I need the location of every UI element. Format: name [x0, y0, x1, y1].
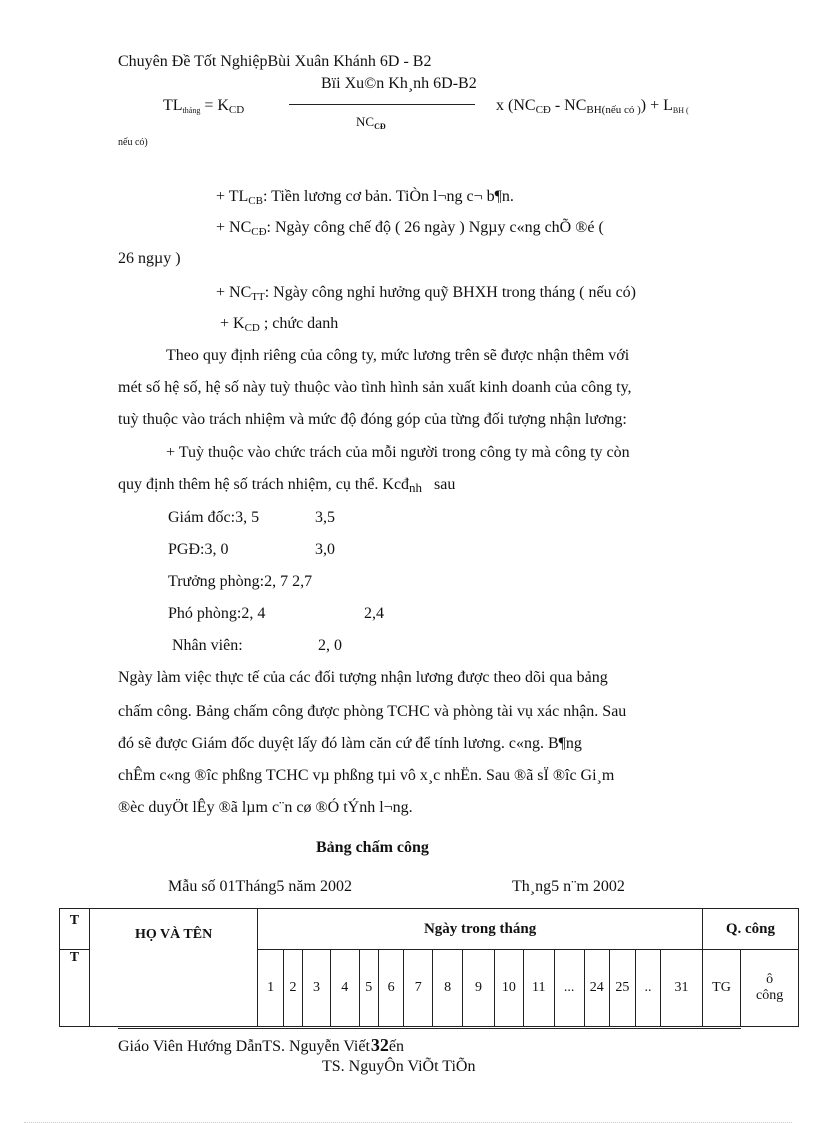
day-cell: 9	[462, 950, 494, 1027]
footer-rule	[118, 1028, 741, 1029]
col-name: HỌ VÀ TÊN	[89, 909, 257, 1027]
para3-line-5: ®èc duyÖt lÊy ®ã lµm c¨n cø ®Ó tÝnh l¬ng.	[118, 799, 413, 816]
footer-line-1: Giáo Viên Hướng DẫnTS. Nguyễn Viết 32ến	[118, 1035, 405, 1055]
para3-line-3: đó sẽ được Giám đốc duyệt lấy đó làm căn cứ để tính lương. c«ng. B¶ng	[118, 735, 582, 752]
table-header-row-1	[60, 909, 799, 950]
day-cell: 2	[283, 950, 302, 1027]
def-k-cd: + $K_{CD}$ ; chức danh	[220, 315, 339, 334]
coef-value-deputy: 3,0	[315, 541, 335, 558]
coef-role-deputy: PGĐ:3, 0	[168, 541, 229, 558]
o-cong-line-2: công	[755, 988, 784, 1003]
header-line-1: Chuyên Đề Tốt NghiệpBùi Xuân Khánh 6D - B2	[118, 53, 432, 70]
col-tt-1: T	[60, 909, 90, 950]
formula-lhs: TLtháng = $K_{CD}$	[163, 97, 245, 116]
day-cell: 25	[610, 950, 636, 1027]
coef-value-director: 3,5	[315, 509, 335, 526]
day-cell: 3	[303, 950, 331, 1027]
para3-line-1: Ngày làm việc thực tế của các đối tượng nhận lương được theo dõi qua bảng	[118, 669, 608, 686]
col-days-header: Ngày trong tháng	[258, 909, 703, 950]
day-cell: 4	[330, 950, 359, 1027]
def-nc-tt: + $NC_{TT}$: Ngày công nghỉ hưởng quỹ BHXH trong tháng ( nếu có)	[216, 284, 636, 303]
para2-line-2: quy định thêm hệ số trách nhiệm, cụ thể. Kcđ$_{nh}$ sau	[118, 476, 456, 495]
form-right: Th¸ng5 n¨m 2002	[512, 878, 625, 895]
formula-tail: nếu có)	[118, 137, 148, 148]
day-cell: 8	[433, 950, 463, 1027]
fraction-bar	[289, 104, 475, 105]
coef-role-head: Trưởng phòng:2, 7 2,7	[168, 573, 313, 590]
coef-value-staff: 2, 0	[318, 637, 342, 654]
footer-line-2: TS. NguyÔn ViÕt TiÕn	[322, 1058, 476, 1075]
coef-value-vice-head: 2,4	[364, 605, 384, 622]
coef-role-vice-head: Phó phòng:2, 4	[168, 605, 266, 622]
form-left: Mẫu số 01Tháng5 năm 2002	[168, 878, 352, 895]
day-cell: 10	[494, 950, 523, 1027]
col-tg: TG	[702, 950, 740, 1027]
col-tt-2: T	[60, 950, 90, 1027]
day-cell: 31	[661, 950, 703, 1027]
para3-line-2: chấm công. Bảng chấm công được phòng TCHC và phòng tài vụ xác nhận. Sau	[118, 703, 627, 720]
col-o-cong	[741, 950, 799, 1027]
para1-line-1: Theo quy định riêng của công ty, mức lương trên sẽ được nhận thêm với	[166, 347, 630, 364]
table-title: Bảng chấm công	[316, 839, 429, 856]
para1-line-2: mét số hệ số, hệ số này tuỳ thuộc vào tình hình sản xuất kinh doanh của công ty,	[118, 379, 632, 396]
day-cell: ...	[554, 950, 584, 1027]
day-cell: 6	[378, 950, 404, 1027]
para2-line-1: + Tuỳ thuộc vào chức trách của mỗi người trong công ty mà công ty còn	[166, 444, 630, 461]
para3-line-4: chÊm c«ng ®îc phßng TCHC vµ phßng tµi vô x¸c nhËn. Sau ®ã sÏ ®îc Gi¸m	[118, 767, 615, 784]
day-cell: 5	[359, 950, 378, 1027]
def-nc-cd-cont: 26 ngµy )	[118, 250, 181, 267]
page-number: 32	[370, 1035, 389, 1055]
day-cell: 1	[258, 950, 284, 1027]
def-tl-cb: + $TL_{CB}$: Tiền lương cơ bản. TiÒn l¬ng c¬ b¶n.	[216, 188, 514, 207]
header-line-2: Bïi Xu©n Kh¸nh 6D-B2	[321, 75, 477, 92]
day-cell: ..	[635, 950, 661, 1027]
def-nc-cd: + $NC_{CĐ}$: Ngày công chế độ ( 26 ngày ) Ngµy c«ng chÕ ®é (	[216, 219, 604, 238]
coef-role-director: Giám đốc:3, 5	[168, 509, 260, 526]
coef-role-staff: Nhân viên:	[172, 637, 243, 654]
formula-denominator: $NC_{CĐ}$	[356, 114, 386, 131]
para1-line-3: tuỳ thuộc vào trách nhiệm và mức độ đóng góp của từng đối tượng nhận lương:	[118, 411, 627, 428]
attendance-table	[59, 908, 799, 1027]
day-cell: 11	[523, 950, 554, 1027]
o-cong-line-1: ô	[766, 972, 774, 987]
day-cell: 24	[584, 950, 610, 1027]
formula-rhs: x $(NC_{CĐ} - NC_{BH(nếu có )})$ + LBH (	[496, 97, 689, 116]
day-cell: 7	[404, 950, 433, 1027]
col-q-header: Q. công	[702, 909, 798, 950]
